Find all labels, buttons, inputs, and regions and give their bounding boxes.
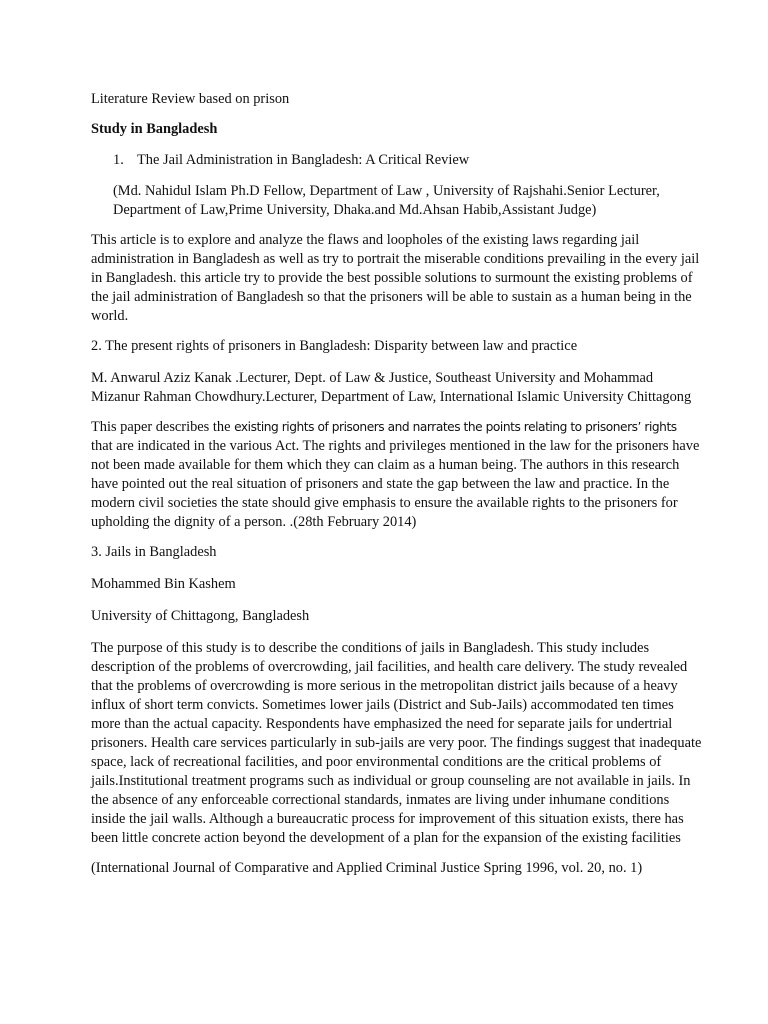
document-title: Literature Review based on prison (91, 91, 290, 107)
article-3-affiliation: University of Chittagong, Bangladesh (91, 608, 310, 624)
article-2-authors (91, 369, 691, 407)
article-2-abstract-line: not been made available for them which they can claim as a human being. The authors in this research (91, 457, 680, 473)
article-2-abstract-line: that are indicated in the various Act. The rights and privileges mentioned in the law for the prisoners have (91, 438, 700, 454)
article-2-abstract-line: upholding the dignity of a person. .(28th February 2014) (91, 514, 417, 530)
article-1-abstract-line: administration in Bangladesh as well as try to portrait the miserable conditions prevailing in the every jail (91, 251, 700, 267)
article-3-title: 3. Jails in Bangladesh (91, 544, 217, 560)
article-1-authors (113, 182, 691, 220)
article-2-abstract-serif-run: This paper describes the (91, 419, 235, 435)
article-3-abstract-line: influx of short term convicts. Sometimes lower jails (District and Sub-Jails) accommodated ten times (91, 697, 674, 713)
article-3-abstract-line: description of the problems of overcrowding, jail facilities, and health care delivery. The study revealed (91, 659, 688, 675)
article-3-abstract (91, 639, 702, 848)
article-2-abstract (91, 418, 700, 532)
article-2-abstract-line: have pointed out the real situation of prisoners and state the gap between the law and practice. In the (91, 476, 670, 492)
article-3-abstract-line: inside the jail walls. Although a bureaucratic process for improvement of this situation exists, there has (91, 811, 684, 827)
article-3-abstract-line: The purpose of this study is to describe the conditions of jails in Bangladesh. This study includes (91, 640, 650, 656)
article-1-authors-line: Department of Law,Prime University, Dhaka.and Md.Ahsan Habib,Assistant Judge) (113, 202, 597, 218)
article-2-abstract-line: modern civil societies the state should give emphasis to ensure the available rights to the prisoners for (91, 495, 678, 511)
article-2-title: 2. The present rights of prisoners in Bangladesh: Disparity between law and practice (91, 338, 578, 354)
article-2-authors-line: Mizanur Rahman Chowdhury.Lecturer, Department of Law, International Islamic University Chittagong (91, 389, 692, 405)
document-page (91, 90, 702, 878)
article-3-abstract-line: prisoners. Health care services particularly in sub-jails are very poor. The findings suggest that inadequate (91, 735, 702, 751)
section-heading: Study in Bangladesh (91, 121, 218, 137)
article-3-citation: (International Journal of Comparative and Applied Criminal Justice Spring 1996, vol. 20, no. 1) (91, 860, 643, 876)
article-1-authors-line: (Md. Nahidul Islam Ph.D Fellow, Department of Law , University of Rajshahi.Senior Lecturer, (113, 183, 660, 199)
article-2-abstract-first-line (91, 418, 691, 437)
article-2-authors-line: M. Anwarul Aziz Kanak .Lecturer, Dept. of Law & Justice, Southeast University and Mohammad (91, 370, 654, 386)
article-3-abstract-line: jails.Institutional treatment programs such as individual or group counseling are not available in jails. In (91, 773, 691, 789)
article-3-abstract-line: more than the actual capacity. Respondents have emphasized the need for separate jails for undertrial (91, 716, 673, 732)
article-3-abstract-line: space, lack of recreational facilities, and poor environmental conditions are the critical problems of (91, 754, 662, 770)
article-1-abstract-line: This article is to explore and analyze the flaws and loopholes of the existing laws regarding jail (91, 232, 640, 248)
article-3-abstract-line: been little concrete action beyond the development of a plan for the expansion of the existing facilities (91, 830, 681, 846)
article-1-title-text: The Jail Administration in Bangladesh: A Critical Review (137, 152, 470, 168)
article-1-title (113, 151, 691, 170)
article-1-abstract-line: the jail administration of Bangladesh so that the prisoners will be able to sustain as a human being in the (91, 289, 692, 305)
article-3-author: Mohammed Bin Kashem (91, 576, 236, 592)
article-3-abstract-line: that the problems of overcrowding is more serious in the metropolitan district jails because of a heavy (91, 678, 678, 694)
article-1-abstract-line: in Bangladesh. this article try to provide the best possible solutions to surmount the existing problems of (91, 270, 693, 286)
article-2-abstract-sans-run: existing rights of prisoners and narrates the points relating to prisoners’ rights (234, 420, 677, 434)
article-1-abstract-line: world. (91, 308, 129, 324)
article-3-abstract-line: the absence of any enforceable correctional standards, inmates are living under inhumane conditions (91, 792, 670, 808)
article-1-number: 1. (113, 152, 124, 168)
article-1-abstract (91, 231, 700, 326)
